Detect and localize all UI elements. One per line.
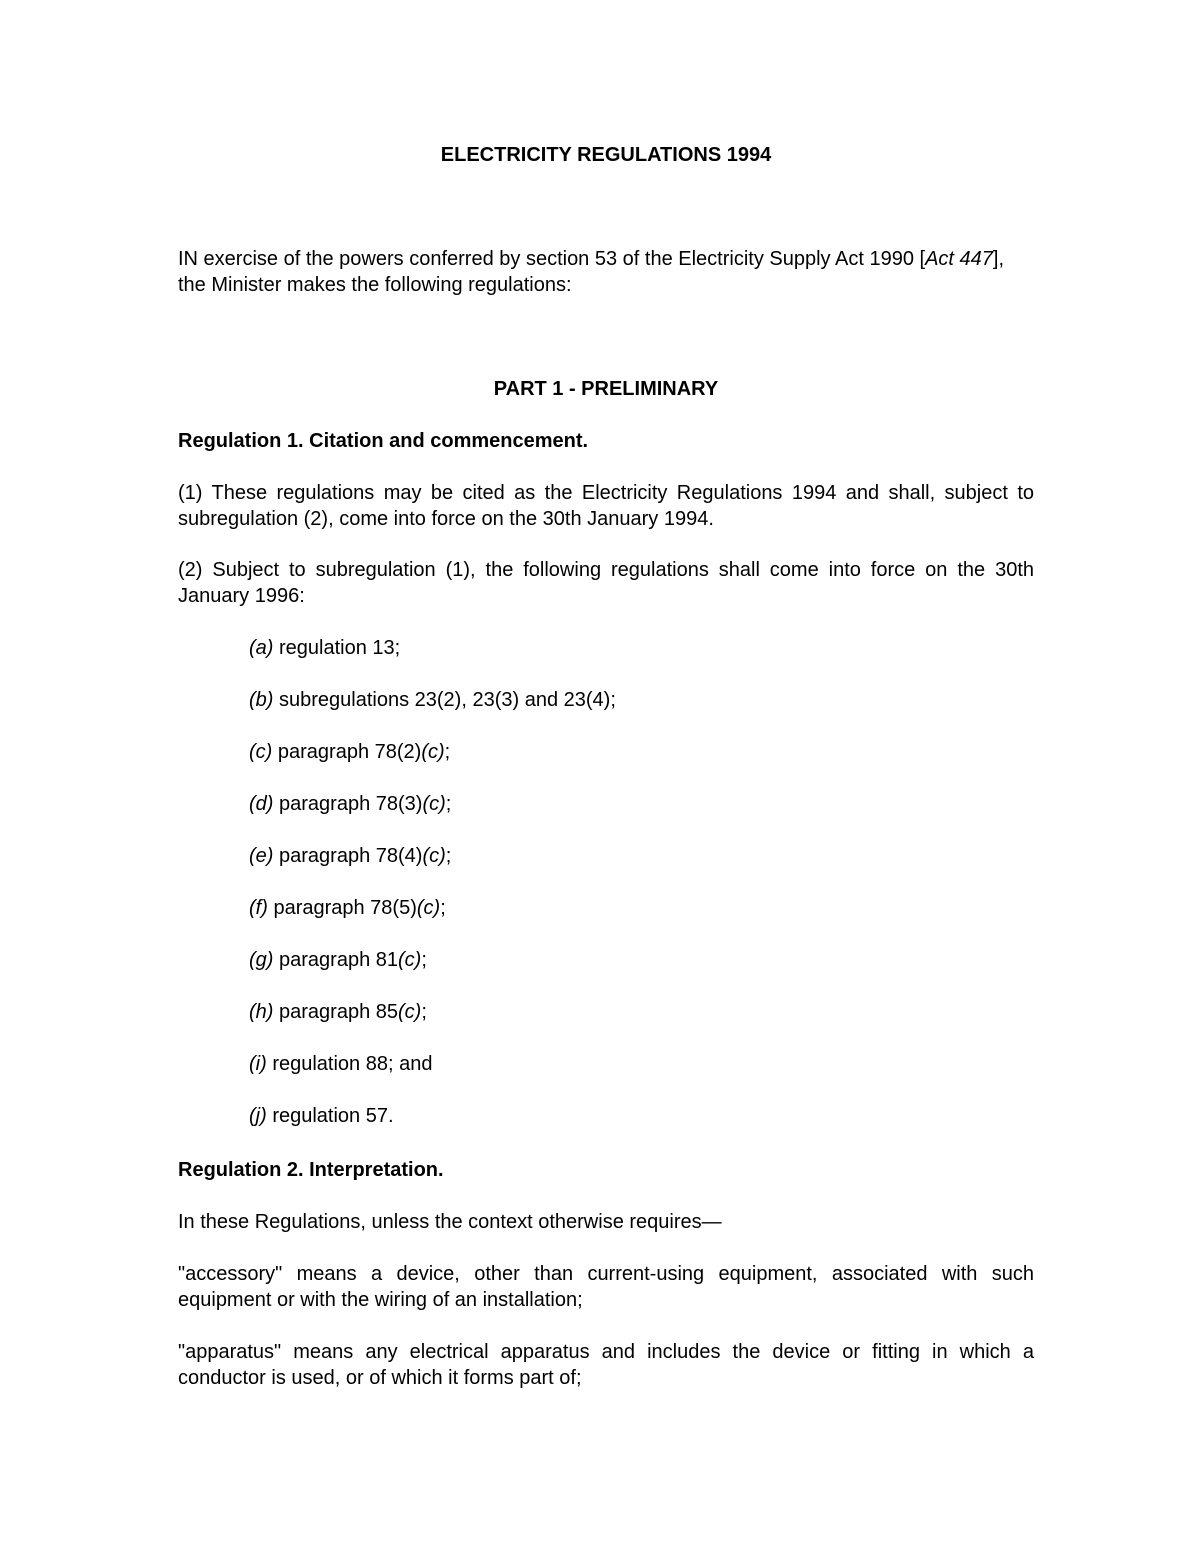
document-title: ELECTRICITY REGULATIONS 1994 (440, 144, 772, 166)
list-item-label: (g) (249, 949, 274, 971)
list-item-label: (i) (249, 1053, 267, 1075)
list-item-text: regulation 13; (273, 637, 401, 659)
list-item-punctuation: ; (421, 1001, 427, 1023)
list-item-label: (j) (249, 1105, 267, 1127)
list-item-punctuation: ; (445, 845, 452, 867)
list-item-paragraph-letter: (c) (398, 1001, 422, 1023)
list-item-label: (h) (249, 1001, 274, 1023)
regulation-1-subregulation-1: (1) These regulations may be cited as the Electricity Regulations 1994 and shall, subject to subregulation (2), come into force on the 30th January 1994. (178, 482, 1034, 530)
list-item-text: subregulations 23(2), 23(3) and 23(4); (273, 689, 616, 711)
preamble-text-end: ], the Minister makes the following regulations: (178, 248, 1005, 296)
regulation-2-heading: Regulation 2. Interpretation. (178, 1159, 444, 1181)
list-item-text: paragraph 78(2) (272, 741, 422, 763)
definition-accessory: "accessory" means a device, other than current-using equipment, associated with such equipment or with the wiring of an installation; (178, 1263, 1034, 1311)
list-item-label: (f) (249, 897, 268, 919)
act-reference: Act 447 (925, 248, 993, 270)
list-item-punctuation: ; (421, 949, 427, 971)
list-item (249, 739, 450, 765)
list-item (249, 999, 427, 1025)
list-item-text: paragraph 78(3) (273, 793, 423, 815)
list-item-label: (d) (249, 793, 274, 815)
list-item-text: paragraph 81 (273, 949, 398, 971)
list-item (249, 687, 616, 713)
list-item-paragraph-letter: (c) (416, 897, 441, 919)
list-item-paragraph-letter: (c) (421, 741, 445, 763)
list-item-punctuation: ; (440, 897, 446, 919)
list-item (249, 1051, 432, 1077)
part-title: PART 1 - PRELIMINARY (493, 378, 719, 400)
list-item (249, 1103, 394, 1129)
regulation-2-intro: In these Regulations, unless the context otherwise requires— (178, 1211, 722, 1233)
list-item-text: regulation 88; and (266, 1053, 433, 1075)
list-item-text: paragraph 78(5) (267, 897, 417, 919)
definition-apparatus: "apparatus" means any electrical apparatus and includes the device or fitting in which a conductor is used, or of which it forms part of; (178, 1341, 1034, 1389)
preamble-paragraph (178, 246, 1034, 298)
list-item-punctuation: ; (445, 793, 452, 815)
list-item (249, 947, 427, 973)
list-item (249, 895, 446, 921)
list-item-label: (b) (249, 689, 274, 711)
list-item-paragraph-letter: (c) (422, 845, 446, 867)
list-item (249, 843, 451, 869)
list-item-punctuation: ; (444, 741, 451, 763)
list-item-paragraph-letter: (c) (398, 949, 422, 971)
list-item (249, 635, 400, 661)
list-item-label: (e) (249, 845, 274, 867)
list-item-text: regulation 57. (266, 1105, 394, 1127)
list-item-text: paragraph 85 (273, 1001, 398, 1023)
list-item (249, 791, 451, 817)
list-item-label: (c) (249, 741, 273, 763)
regulation-1-subregulation-2: (2) Subject to subregulation (1), the following regulations shall come into force on the 30th January 1996: (178, 559, 1034, 607)
list-item-paragraph-letter: (c) (422, 793, 446, 815)
list-item-text: paragraph 78(4) (273, 845, 423, 867)
preamble-text-start: IN exercise of the powers conferred by section 53 of the Electricity Supply Act 1990 [ (178, 248, 926, 270)
list-item-label: (a) (249, 637, 274, 659)
regulation-1-heading: Regulation 1. Citation and commencement. (178, 430, 589, 452)
